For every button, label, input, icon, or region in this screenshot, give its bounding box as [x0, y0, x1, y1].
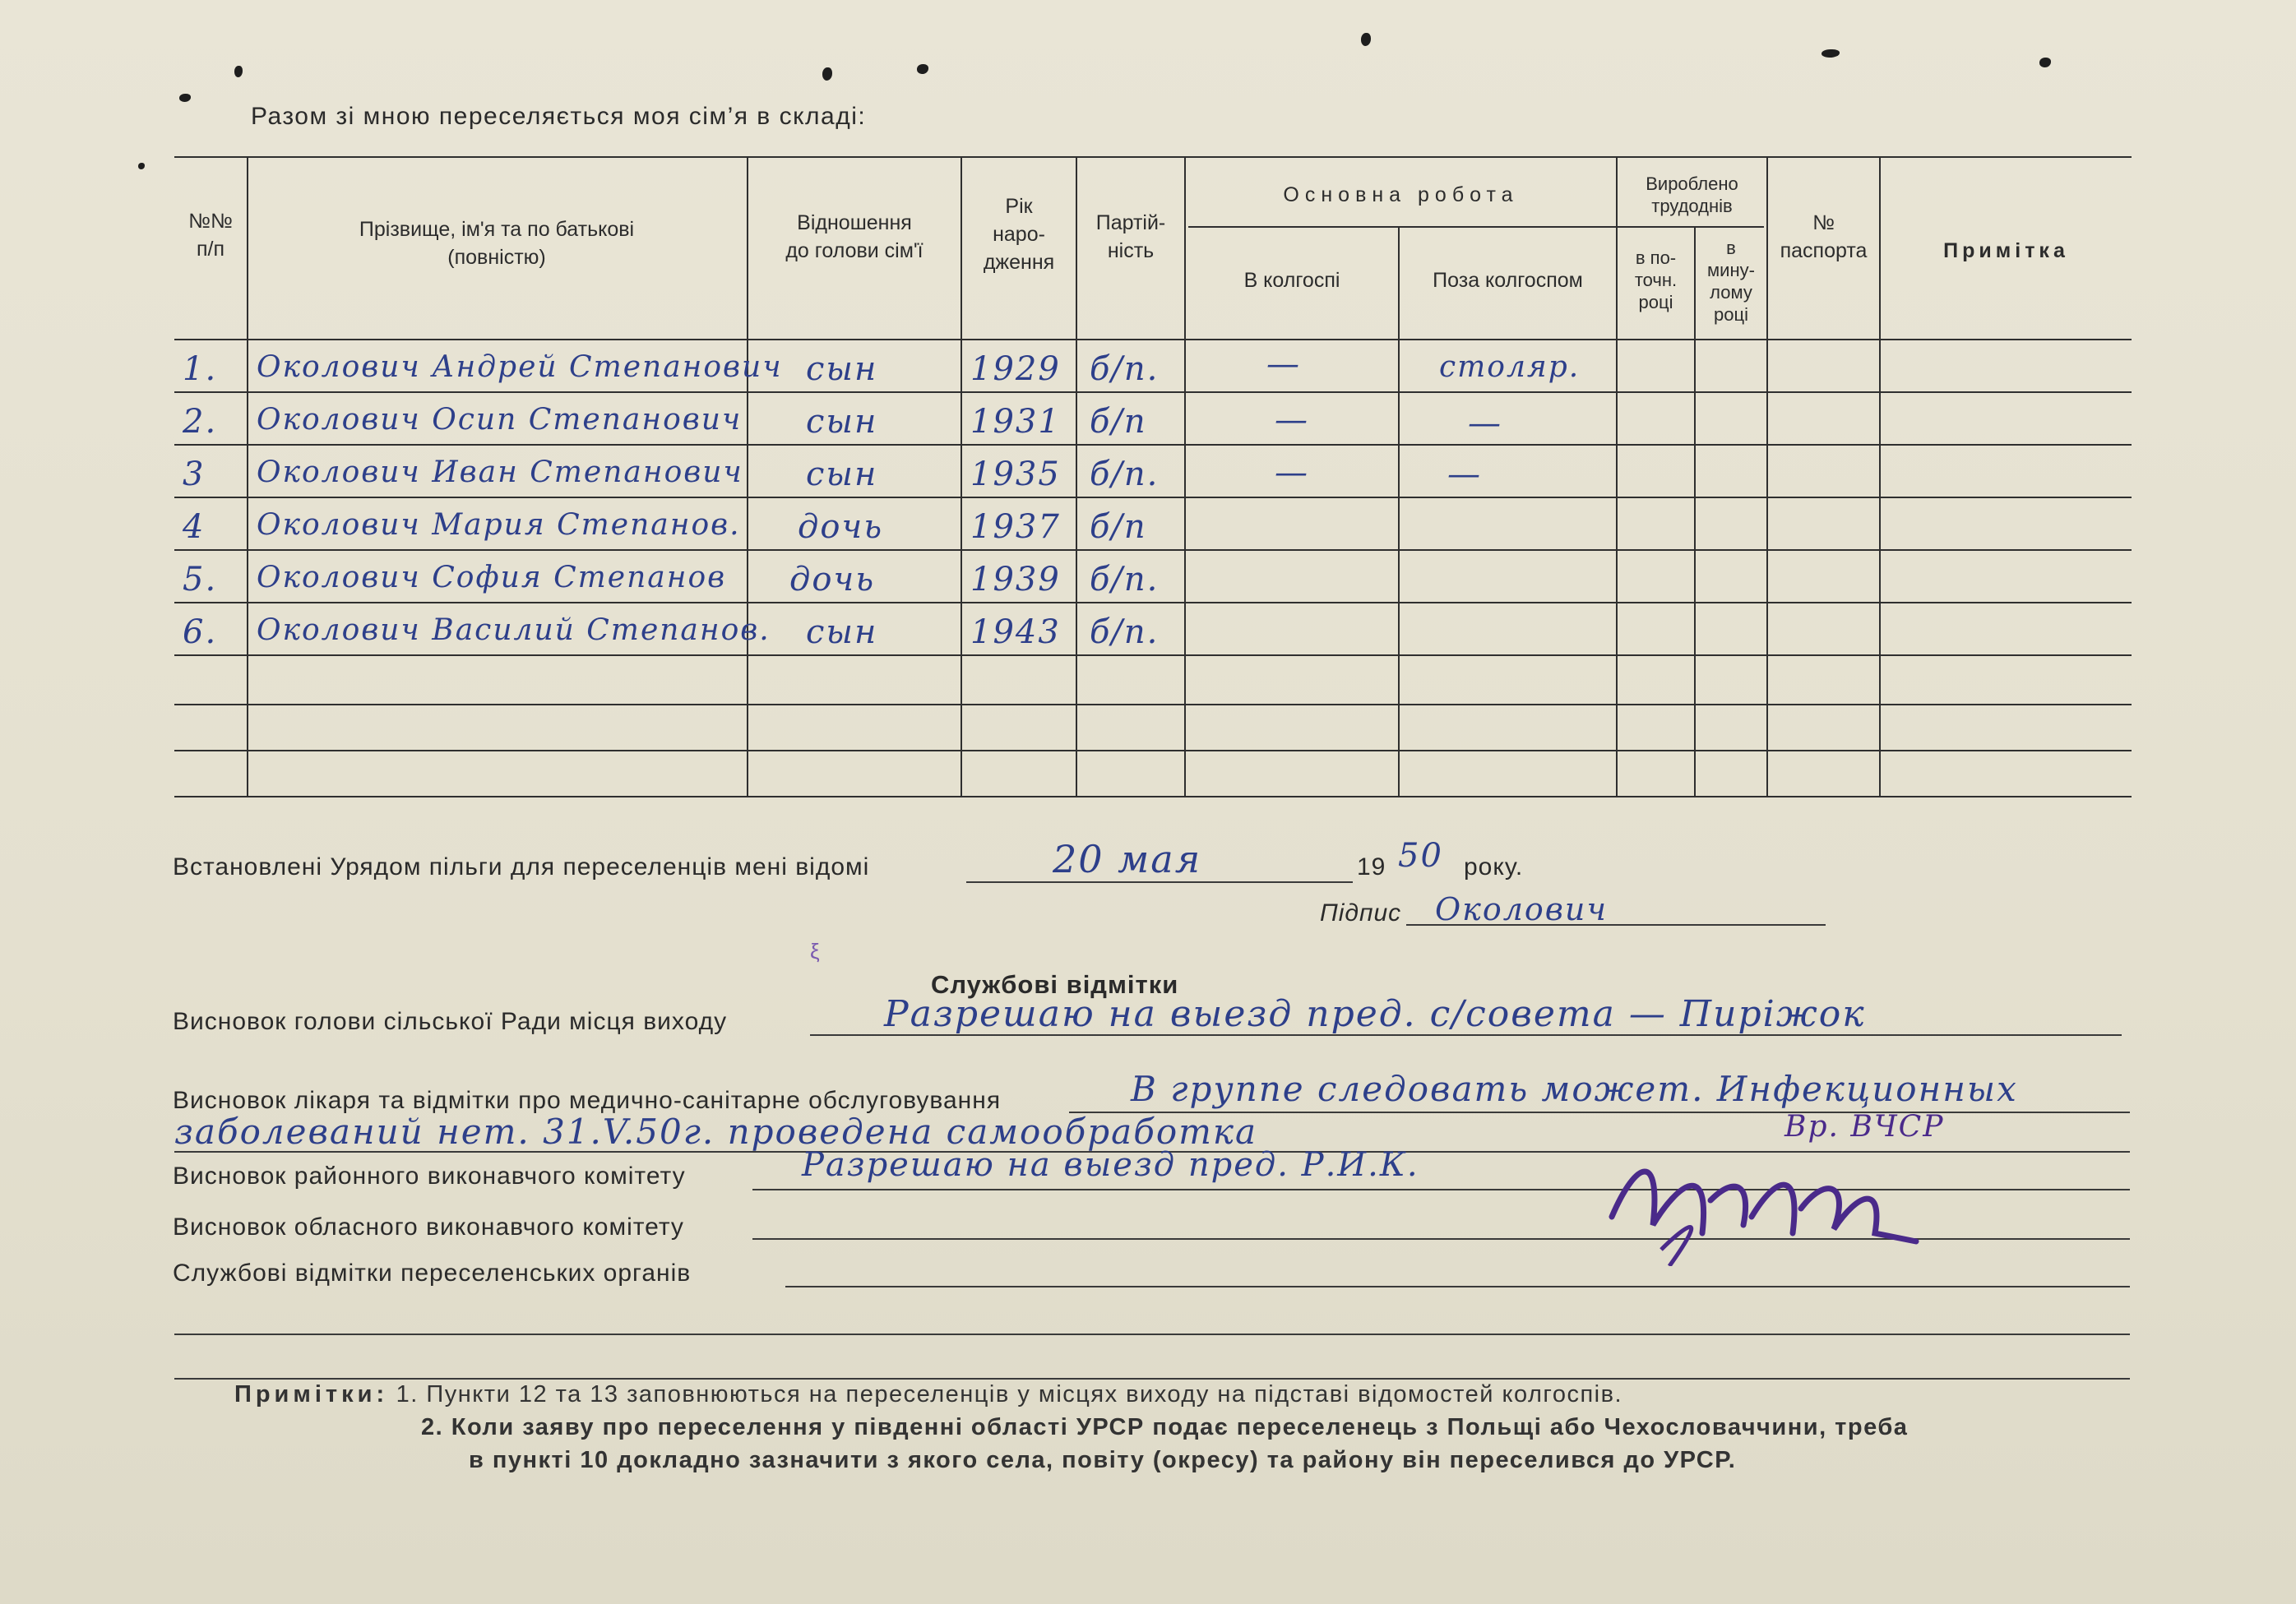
ink-mark: ξ — [810, 939, 820, 964]
table-top-border — [174, 156, 2132, 158]
staple-mark — [822, 67, 832, 81]
medical-signer: Вр. ВЧСР — [1784, 1110, 1945, 1144]
staple-mark — [1822, 49, 1840, 58]
header-relation: Відношення до голови сім'ї — [785, 211, 923, 262]
signature-value: Околович — [1435, 891, 1609, 927]
medical-value-line2: заболеваний нет. 31.V.50г. проведена самообработка — [174, 1112, 1258, 1152]
document-page: Разом зі мною переселяється моя сім’я в складі: №№ п/п Прізвище, ім'я та по батькові (повністю) Відношення до голови сім'ї Рік наро- дження Партій- ність Основна робота В колгоспі Поза колгоспом Вироблено трудоднів в по- точн. році в мину- лому році № паспорта Примітка 1. Околович Андрей Степанович сын 1929 б/п. — столяр. 2. Околович Осип Степанович сын 1931 б/п — — 3 Околович Иван Степанович сын 1935 б/п. — — 4 Околович Мария Степанов. дочь 1937 б/п 5. Околович София Степанов дочь 1939 б/п. 6. Околович Василий Степанов. сын 1943 б/п. Встановлені Урядом пільги для переселенців мені відомі 20 мая 19 50 року. Підпис Околович ξ Службові відмітки Висновок голови сільської Ради місця виходу Разрешаю на выезд пред. с/совета — Пиріжок Висновок лікаря та відмітки про медично-санітарне обслуговування В группе следовать может. Инфекционных заболеваний нет. 31.V.50г. проведена самообработка Вр. ВЧСР Висновок районного виконавчого комітету Разрешаю на выезд пред. Р.И.К. Висновок обласного виконавчого комітету Службові відмітки переселенських органів Примітки: 1. Пункти 12 та 13 заповнюються на переселенців у місцях виходу на підставі відомостей колгоспів. 2. Коли заяву про переселення у південні області УРСР подає переселенець з Польщі або Чехословаччини, треба в пункті 10 докладно зазначити з якого села, повіту (окресу) та району він переселився до УРСР. — [0, 0, 2296, 1604]
header-note: Примітка — [1943, 239, 2069, 262]
header-workdays: Вироблено трудоднів — [1646, 173, 1738, 216]
header-party: Партій- ність — [1095, 211, 1166, 262]
benefits-date: 20 мая — [1053, 837, 1202, 881]
village-council-label: Висновок голови сільської Ради місця виходу — [173, 1008, 728, 1035]
official-signature — [1587, 1126, 1933, 1266]
main-work-divider — [1188, 226, 1616, 228]
header-passport: № паспорта — [1780, 211, 1868, 262]
header-main-work: Основна робота — [1283, 183, 1519, 206]
district-committee-label: Висновок районного виконавчого комітету — [173, 1163, 686, 1190]
resettlement-marks-label: Службові відмітки переселенських органів — [173, 1260, 692, 1287]
year-prefix: 19 — [1357, 853, 1386, 881]
workdays-divider — [1616, 226, 1764, 228]
medical-value: В группе следовать может. Инфекционных — [1131, 1069, 2018, 1109]
benefits-date-line — [966, 881, 1353, 883]
notes-line2: 2. Коли заяву про переселення у південні області УРСР подає переселенець з Польщі або Чехословаччини, треба — [421, 1414, 1909, 1440]
header-year: Рік наро- дження — [983, 195, 1055, 274]
staple-mark — [234, 66, 243, 77]
staple-mark — [917, 64, 928, 74]
header-last-year: в мину- лому році — [1707, 238, 1755, 325]
medical-label: Висновок лікаря та відмітки про медично-санітарне обслуговування — [173, 1087, 1002, 1114]
staple-mark — [138, 163, 145, 169]
regional-committee-label: Висновок обласного виконавчого комітету — [173, 1213, 684, 1241]
header-outside-kolgosp: Поза колгоспом — [1433, 269, 1583, 292]
notes-line3: в пункті 10 докладно зазначити з якого села, повіту (окресу) та району він переселився до УРСР. — [469, 1447, 1737, 1473]
year-value: 50 — [1398, 837, 1443, 875]
district-committee-value: Разрешаю на выезд пред. Р.И.К. — [802, 1146, 1419, 1184]
staple-mark — [2039, 58, 2051, 67]
staple-mark — [1361, 33, 1371, 46]
header-name: Прізвище, ім'я та по батькові (повністю) — [359, 218, 635, 269]
benefits-label: Встановлені Урядом пільги для переселенців мені відомі — [173, 853, 870, 881]
intro-text: Разом зі мною переселяється моя сім’я в складі: — [251, 103, 867, 130]
notes-title: Примітки: 1. Пункти 12 та 13 заповнюються на переселенців у місцях виходу на підставі відомостей колгоспів. — [234, 1381, 1623, 1408]
signature-label: Підпис — [1320, 899, 1402, 927]
header-bottom-border — [174, 339, 2132, 340]
village-council-value: Разрешаю на выезд пред. с/совета — Пиріжок — [884, 993, 1866, 1035]
service-title: Службові відмітки — [931, 970, 1179, 999]
header-current-year: в по- точн. році — [1634, 247, 1678, 312]
header-num: №№ п/п — [188, 210, 233, 261]
staple-mark — [179, 94, 191, 102]
year-suffix: року. — [1464, 853, 1524, 881]
header-in-kolgosp: В колгоспі — [1243, 269, 1340, 292]
